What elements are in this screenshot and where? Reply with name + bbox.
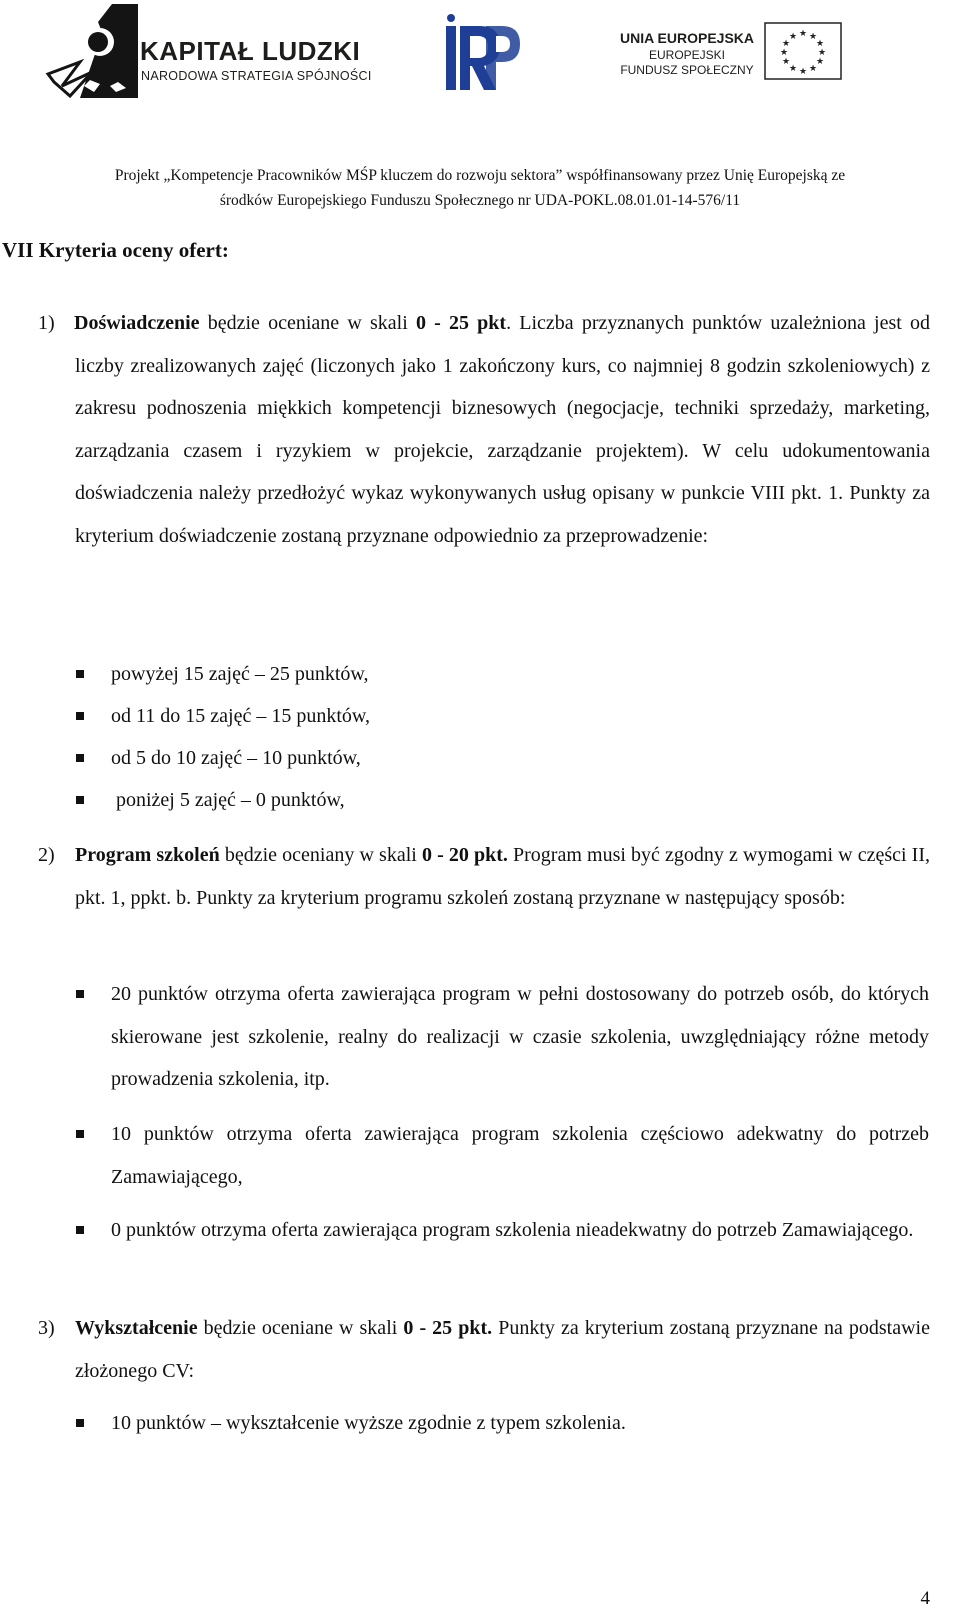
bullet-square-icon — [76, 1419, 84, 1427]
criterion-1-title: Doświadczenie — [74, 312, 200, 334]
list-item: 10 punktów – wykształcenie wyższe zgodnie z typem szkolenia. — [111, 1412, 626, 1434]
bullet-square-icon — [76, 1130, 84, 1138]
bullet-square-icon — [76, 796, 84, 804]
eu-title: UNIA EUROPEJSKA — [619, 30, 755, 46]
svg-text:★: ★ — [798, 29, 808, 39]
svg-text:★: ★ — [808, 32, 818, 42]
bullet-square-icon — [76, 990, 84, 998]
criterion-1-scale: 0 - 25 pkt — [415, 312, 507, 334]
kapital-ludzki-subtitle: NARODOWA STRATEGIA SPÓJNOŚCI — [141, 69, 372, 83]
svg-text:★: ★ — [798, 67, 808, 77]
criterion-2-scale: 0 - 20 pkt. — [421, 844, 508, 866]
criterion-1-number: 1) — [38, 312, 55, 334]
criterion-3-scale: 0 - 25 pkt. — [403, 1317, 493, 1339]
svg-text:★: ★ — [815, 39, 825, 49]
svg-text:★: ★ — [817, 48, 827, 58]
rp-logo-icon — [442, 12, 522, 96]
criterion-1-text-a: będzie oceniane w skali — [199, 312, 416, 334]
bullet-square-icon — [76, 754, 84, 762]
project-line-2: środków Europejskiego Funduszu Społecznego nr UDA-POKL.08.01.01-14-576/11 — [219, 192, 741, 209]
eu-fund-line1: EUROPEJSKI — [648, 48, 726, 62]
criterion-3-number: 3) — [38, 1317, 55, 1339]
svg-text:★: ★ — [779, 48, 789, 58]
bullet-square-icon — [76, 712, 84, 720]
criterion-2-text-b: Program musi być zgodny z wymogami w części II, pkt. 1, ppkt. b. Punkty za kryterium programu szkoleń zostaną przyznane w następujący sposób: — [75, 844, 930, 909]
eu-fund-line2: FUNDUSZ SPOŁECZNY — [620, 63, 754, 77]
svg-text:★: ★ — [808, 64, 818, 74]
section-title: VII Kryteria oceny ofert: — [2, 238, 229, 262]
criterion-2-paragraph — [75, 834, 930, 919]
criterion-2-text-a: będzie oceniany w skali — [219, 844, 422, 866]
kapital-ludzki-emblem-icon — [40, 2, 140, 102]
list-item: 10 punktów otrzyma oferta zawierająca program szkolenia częściowo adekwatny do potrzeb Zamawiającego, — [111, 1123, 929, 1188]
page-number: 4 — [920, 1588, 930, 1609]
list-item: 0 punktów otrzyma oferta zawierająca program szkolenia nieadekwatny do potrzeb Zamawiającego. — [111, 1219, 914, 1241]
criterion-2-title: Program szkoleń — [75, 844, 220, 866]
kapital-ludzki-title: KAPITAŁ LUDZKI — [140, 36, 361, 66]
eu-flag-icon — [764, 22, 842, 80]
svg-text:★: ★ — [788, 64, 798, 74]
list-item: poniżej 5 zajęć – 0 punktów, — [111, 789, 345, 811]
bullet-square-icon — [76, 670, 84, 678]
svg-text:★: ★ — [788, 32, 798, 42]
svg-text:★: ★ — [781, 39, 791, 49]
svg-text:★: ★ — [815, 57, 825, 67]
list-item: od 11 do 15 zajęć – 15 punktów, — [111, 705, 371, 727]
list-item: od 5 do 10 zajęć – 10 punktów, — [111, 747, 361, 769]
list-item: 20 punktów otrzyma oferta zawierająca program w pełni dostosowany do potrzeb osób, do których skierowane jest szkolenie, realny do realizacji w czasie szkolenia, uwzględniający różne metody prowadzenia szkolenia, itp. — [111, 983, 929, 1090]
project-line-1: Projekt „Kompetencje Pracowników MŚP kluczem do rozwoju sektora” współfinansowany przez Unię Europejską ze — [114, 167, 846, 184]
criterion-3-text-b: Punkty za kryterium zostaną przyznane na podstawie złożonego CV: — [75, 1317, 930, 1382]
criterion-2-number: 2) — [38, 844, 55, 866]
criterion-3-text-a: będzie oceniane w skali — [197, 1317, 404, 1339]
criterion-3-paragraph — [75, 1307, 930, 1392]
criterion-3-title: Wykształcenie — [75, 1317, 198, 1339]
criterion-1-text-b: . Liczba przyznanych punktów uzależniona jest od liczby zrealizowanych zajęć (liczonych jako 1 zakończony kurs, co najmniej 8 godzin szkoleniowych) z zakresu podnoszenia miękkich kompetencji biznesowych (negocjacje, techniki sprzedaży, marketing, zarządzania czasem i ryzykiem w projekcie, zarządzanie projektem). W celu udokumentowania doświadczenia należy przedłożyć wykaz wykonywanych usług opisany w punkcie VIII pkt. 1. Punkty za kryterium doświadczenie zostaną przyznane odpowiednio za przeprowadzenie: — [75, 312, 931, 547]
list-item: powyżej 15 zajęć – 25 punktów, — [111, 663, 369, 685]
svg-text:★: ★ — [781, 57, 791, 67]
criterion-1-paragraph — [75, 302, 930, 557]
bullet-square-icon — [76, 1226, 84, 1234]
